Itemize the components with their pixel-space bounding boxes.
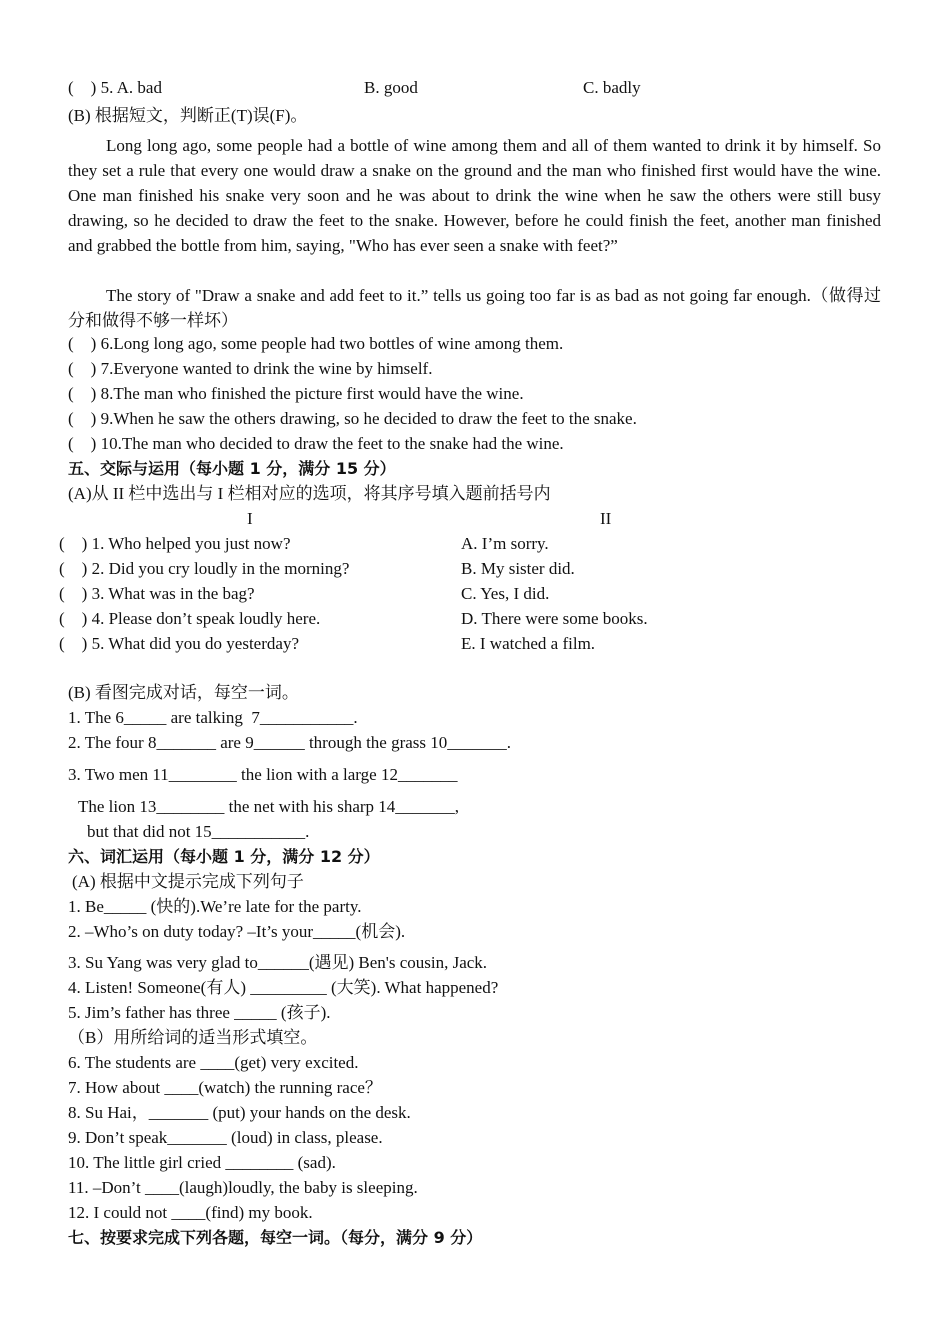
- vocab-item: 4. Listen! Someone(有人) _________ (大笑). What happened?: [68, 978, 499, 997]
- vocab-item: 5. Jim’s father has three _____ (孩子).: [68, 1003, 331, 1022]
- vocab-item: 7. How about ____(watch) the running race？: [68, 1078, 382, 1097]
- match-right-item: A. I’m sorry.: [461, 534, 549, 553]
- q5-stem: ( ) 5. A. bad: [68, 78, 162, 97]
- section-7-title: 七、按要求完成下列各题，每空一词。（每分，满分 9 分）: [68, 1228, 483, 1247]
- vocab-item: 8. Su Hai，_______ (put) your hands on the desk.: [68, 1103, 411, 1122]
- match-left-item: ( ) 2. Did you cry loudly in the morning?: [59, 559, 350, 578]
- vocab-item: 10. The little girl cried ________ (sad).: [68, 1153, 336, 1172]
- match-left-item: ( ) 5. What did you do yesterday?: [59, 634, 299, 653]
- section-5a-title: (A)从 II 栏中选出与 I 栏相对应的选项，将其序号填入题前括号内: [68, 484, 551, 503]
- vocab-item: 12. I could not ____(find) my book.: [68, 1203, 313, 1222]
- passage-paragraph-2: The story of "Draw a snake and add feet to it.” tells us going too far is as bad as not going far enough.（做得过分和做得不够一样坏）: [68, 286, 881, 330]
- vocab-item: 9. Don’t speak_______ (loud) in class, please.: [68, 1128, 383, 1147]
- section-5b-title: (B) 看图完成对话，每空一词。: [68, 683, 299, 702]
- column-ii-header: II: [600, 509, 612, 528]
- vocab-item: 6. The students are ____(get) very excited.: [68, 1053, 359, 1072]
- vocab-item: 11. –Don’t ____(laugh)loudly, the baby is sleeping.: [68, 1178, 418, 1197]
- dialog-line: 3. Two men 11________ the lion with a large 12_______: [68, 765, 458, 784]
- dialog-line: The lion 13________ the net with his sharp 14_______,: [78, 797, 460, 816]
- match-right-item: D. There were some books.: [461, 609, 648, 628]
- match-left-item: ( ) 3. What was in the bag?: [59, 584, 255, 603]
- tf-item: ( ) 6.Long long ago, some people had two bottles of wine among them.: [68, 334, 564, 353]
- tf-item: ( ) 9.When he saw the others drawing, so he decided to draw the feet to the snake.: [68, 409, 637, 428]
- match-left-item: ( ) 4. Please don’t speak loudly here.: [59, 609, 321, 628]
- vocab-item: 2. –Who’s on duty today? –It’s your_____(机会).: [68, 922, 406, 941]
- dialog-line: 1. The 6_____ are talking 7___________.: [68, 708, 358, 727]
- match-right-item: B. My sister did.: [461, 559, 575, 578]
- section-6b-title: （B）用所给词的适当形式填空。: [68, 1028, 318, 1047]
- match-right-item: E. I watched a film.: [461, 634, 596, 653]
- match-right-item: C. Yes, I did.: [461, 584, 550, 603]
- passage-paragraph-1: Long long ago, some people had a bottle of wine among them and all of them wanted to drink it by himself. So they set a rule that every one would draw a snake on the ground and the man who finished first would have the wine. One man finished his snake very soon and he was about to drink the wine when he saw the others were still busy drawing, so he decided to draw the feet to the snake. However, before he could finish the feet, another man finished and grabbed the bottle from him, saying, "Who has ever seen a snake with feet?”: [68, 136, 881, 255]
- section-b-title: (B) 根据短文，判断正(T)误(F)。: [68, 106, 308, 125]
- q5-option-c: C. badly: [583, 78, 641, 97]
- tf-item: ( ) 10.The man who decided to draw the feet to the snake had the wine.: [68, 434, 564, 453]
- section-5-title: 五、交际与运用（每小题 1 分，满分 15 分）: [68, 459, 396, 478]
- match-left-item: ( ) 1. Who helped you just now?: [59, 534, 291, 553]
- tf-item: ( ) 7.Everyone wanted to drink the wine by himself.: [68, 359, 433, 378]
- section-6a-title: (A) 根据中文提示完成下列句子: [72, 872, 304, 891]
- dialog-line: 2. The four 8_______ are 9______ through the grass 10_______.: [68, 733, 512, 752]
- column-i-header: I: [247, 509, 253, 528]
- q5-option-b: B. good: [364, 78, 418, 97]
- tf-item: ( ) 8.The man who finished the picture first would have the wine.: [68, 384, 524, 403]
- section-6-title: 六、词汇运用（每小题 1 分，满分 12 分）: [68, 847, 380, 866]
- vocab-item: 1. Be_____ (快的).We’re late for the party.: [68, 897, 362, 916]
- dialog-line: but that did not 15___________.: [87, 822, 310, 841]
- vocab-item: 3. Su Yang was very glad to______(遇见) Ben's cousin, Jack.: [68, 953, 488, 972]
